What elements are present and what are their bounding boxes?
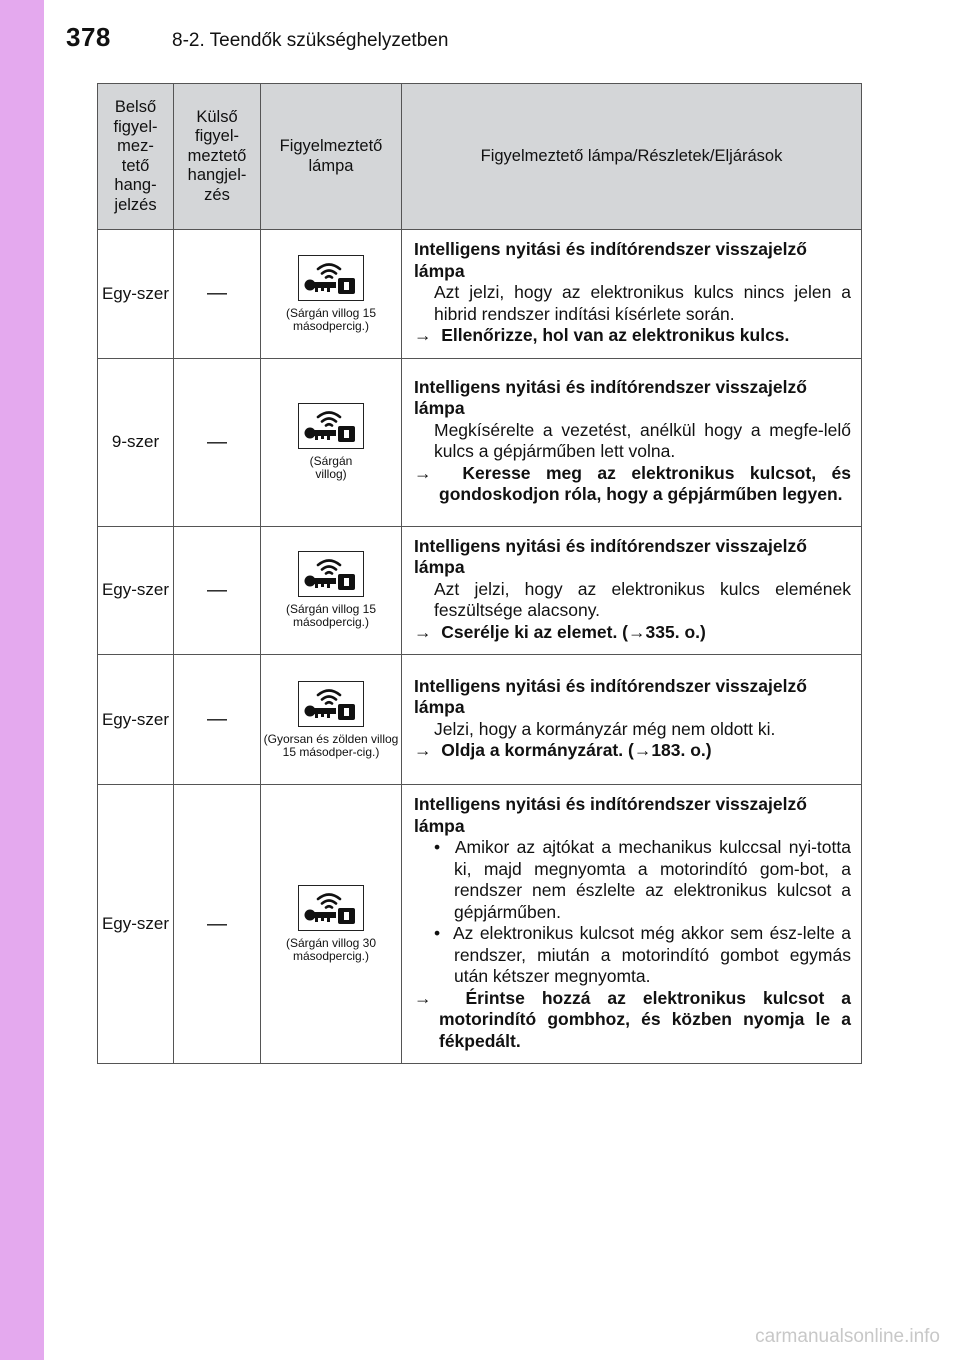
bullet-text: Az elektronikus kulcsot még akkor sem ész-lelte a rendszer, miután a motorindító gombot egymás után kétszer megnyomta. bbox=[452, 923, 852, 986]
smart-key-icon bbox=[298, 885, 364, 931]
arrow-icon: → bbox=[414, 740, 432, 760]
detail-action bbox=[414, 325, 851, 347]
table-header-row bbox=[98, 84, 862, 230]
external-buzzer-cell: — bbox=[174, 785, 261, 1064]
lamp-note: (Sárgán villog) bbox=[309, 454, 353, 481]
table-row bbox=[98, 655, 862, 785]
watermark: carmanualsonline.info bbox=[755, 1326, 940, 1347]
arrow-icon: → bbox=[414, 987, 432, 1008]
lamp-note: (Sárgán villog 30 másodpercig.) bbox=[285, 936, 377, 963]
side-color-band bbox=[0, 0, 44, 1360]
details-cell bbox=[402, 526, 862, 655]
table-row bbox=[98, 358, 862, 526]
lamp-note: (Sárgán villog 15 másodpercig.) bbox=[285, 602, 377, 630]
details-cell bbox=[402, 230, 862, 359]
page-number: 378 bbox=[66, 22, 111, 52]
warning-lamp-cell bbox=[261, 655, 402, 785]
header-warning-lamp: Figyelmeztető lámpa bbox=[261, 84, 402, 230]
detail-action bbox=[414, 988, 851, 1053]
warning-lamp-cell bbox=[261, 785, 402, 1064]
detail-title: Intelligens nyitási és indítórendszer visszajelző lámpa bbox=[414, 675, 807, 717]
table-row bbox=[98, 785, 862, 1064]
action-text: Érintse hozzá az elektronikus kulcsot a motorindító gombhoz, és közben nyomja le a fékpedált. bbox=[439, 987, 851, 1051]
detail-description: Azt jelzi, hogy az elektronikus kulcs elemének feszültsége alacsony. bbox=[434, 578, 851, 620]
external-buzzer-cell: — bbox=[174, 230, 261, 359]
action-text: Ellenőrizze, hol van az elektronikus kulcs. bbox=[441, 325, 790, 345]
external-buzzer-cell: — bbox=[174, 358, 261, 526]
smart-key-icon bbox=[298, 403, 364, 449]
lamp-note: (Sárgán villog 15 másodpercig.) bbox=[285, 305, 377, 333]
page-reference: 335. o.) bbox=[645, 621, 706, 642]
internal-buzzer-cell: Egy-szer bbox=[98, 230, 174, 359]
table-row bbox=[98, 230, 862, 359]
reference-arrow-icon: → bbox=[628, 621, 646, 642]
detail-title: Intelligens nyitási és indítórendszer visszajelző lámpa bbox=[414, 239, 807, 281]
smart-key-icon bbox=[298, 255, 364, 301]
details-cell bbox=[402, 655, 862, 785]
header-external-buzzer: Külső figyel-meztető hangjel-zés bbox=[174, 84, 261, 230]
external-buzzer-cell: — bbox=[174, 655, 261, 785]
arrow-icon: → bbox=[414, 621, 432, 642]
detail-title: Intelligens nyitási és indítórendszer visszajelző lámpa bbox=[414, 376, 807, 418]
internal-buzzer-cell: Egy-szer bbox=[98, 785, 174, 1064]
page-reference: 183. o.) bbox=[651, 740, 712, 760]
warning-lamp-cell bbox=[261, 230, 402, 359]
internal-buzzer-cell: 9-szer bbox=[98, 358, 174, 526]
details-cell bbox=[402, 785, 862, 1064]
bullet-text: Amikor az ajtókat a mechanikus kulccsal nyi-totta ki, majd megnyomta a motorindító gom-bot, a rendszer nem észlelte az elektronikus kulcsot a gépjárműben. bbox=[454, 837, 851, 922]
header-details: Figyelmeztető lámpa/Részletek/Eljárások bbox=[402, 84, 862, 230]
warning-lamp-cell bbox=[261, 526, 402, 655]
detail-action bbox=[414, 463, 851, 506]
detail-description: Megkísérelte a vezetést, anélkül hogy a megfe-lelő kulcs a gépjárműben lett volna. bbox=[434, 419, 851, 461]
internal-buzzer-cell: Egy-szer bbox=[98, 655, 174, 785]
details-cell bbox=[402, 358, 862, 526]
smart-key-icon bbox=[298, 681, 364, 727]
warning-lamp-cell bbox=[261, 358, 402, 526]
action-text: Cserélje ki az elemet. ( bbox=[441, 621, 629, 642]
table-row bbox=[98, 526, 862, 655]
detail-description: Azt jelzi, hogy az elektronikus kulcs nincs jelen a hibrid rendszer indítási kísérlete során. bbox=[434, 282, 851, 324]
warning-table bbox=[97, 83, 862, 1064]
smart-key-icon bbox=[298, 551, 364, 597]
section-title: 8-2. Teendők szükséghelyzetben bbox=[172, 30, 449, 51]
lamp-note: (Gyorsan és zölden villog 15 másodper-cig.) bbox=[263, 731, 399, 759]
internal-buzzer-cell: Egy-szer bbox=[98, 526, 174, 655]
action-text: Keresse meg az elektronikus kulcsot, és gondoskodjon róla, hogy a gépjárműben legyen. bbox=[439, 462, 851, 504]
detail-title: Intelligens nyitási és indítórendszer visszajelző lámpa bbox=[414, 794, 807, 836]
detail-action bbox=[414, 740, 851, 762]
detail-title: Intelligens nyitási és indítórendszer visszajelző lámpa bbox=[414, 535, 807, 577]
detail-bullet: • Az elektronikus kulcsot még akkor sem ész-lelte a rendszer, miután a motorindító gombot egymás után kétszer megnyomta. bbox=[434, 923, 852, 986]
detail-bullet: • Amikor az ajtókat a mechanikus kulccsal nyi-totta ki, majd megnyomta a motorindító gom-bot, a rendszer nem észlelte az elektronikus kulcsot a gépjárműben. bbox=[434, 837, 851, 922]
external-buzzer-cell: — bbox=[174, 526, 261, 655]
header-internal-buzzer: Belső figyel-mez-tető hang-jelzés bbox=[98, 84, 174, 230]
reference-arrow-icon: → bbox=[633, 740, 652, 760]
detail-description: Jelzi, hogy a kormányzár még nem oldott ki. bbox=[434, 718, 776, 739]
detail-action bbox=[414, 622, 851, 644]
action-text: Oldja a kormányzárat. ( bbox=[441, 740, 634, 760]
arrow-icon: → bbox=[414, 462, 432, 483]
arrow-icon: → bbox=[414, 325, 432, 345]
